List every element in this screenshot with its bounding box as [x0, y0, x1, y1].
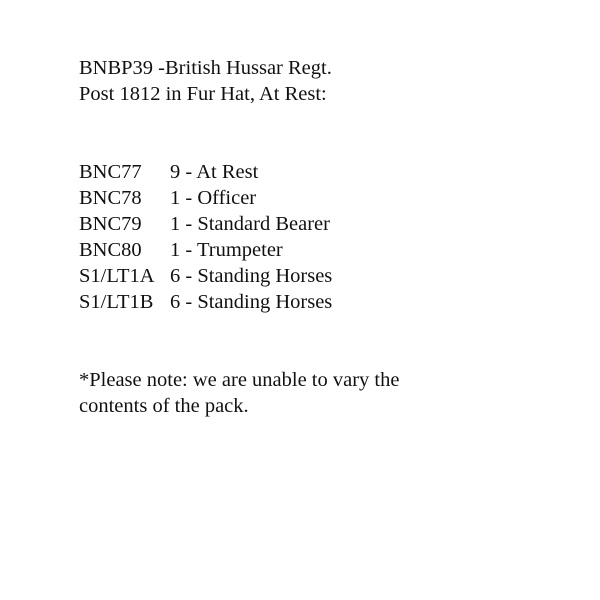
item-code: BNC77	[79, 161, 142, 183]
item-description: 1 - Standard Bearer	[170, 213, 330, 235]
item-code: BNC79	[79, 213, 142, 235]
pack-title-line-2: Post 1812 in Fur Hat, At Rest:	[79, 83, 327, 105]
pack-title-line-1: BNBP39 -British Hussar Regt.	[79, 57, 332, 79]
list-item	[79, 159, 559, 185]
pack-title	[79, 55, 559, 107]
item-description: 1 - Officer	[170, 187, 257, 209]
item-code: BNC78	[79, 187, 142, 209]
item-description: 9 - At Rest	[170, 161, 259, 183]
pack-note	[79, 367, 559, 419]
list-item	[79, 263, 559, 289]
list-item	[79, 211, 559, 237]
item-description: 6 - Standing Horses	[170, 265, 333, 287]
list-item	[79, 185, 559, 211]
item-code: S1/LT1B	[79, 291, 154, 313]
pack-note-line-1: *Please note: we are unable to vary the	[79, 369, 400, 391]
item-description: 1 - Trumpeter	[170, 239, 283, 261]
item-description: 6 - Standing Horses	[170, 291, 333, 313]
list-item	[79, 289, 559, 315]
item-code: S1/LT1A	[79, 265, 155, 287]
item-code: BNC80	[79, 239, 142, 261]
pack-contents-list	[79, 159, 559, 315]
list-item	[79, 237, 559, 263]
product-description	[79, 55, 559, 419]
pack-note-line-2: contents of the pack.	[79, 395, 249, 417]
